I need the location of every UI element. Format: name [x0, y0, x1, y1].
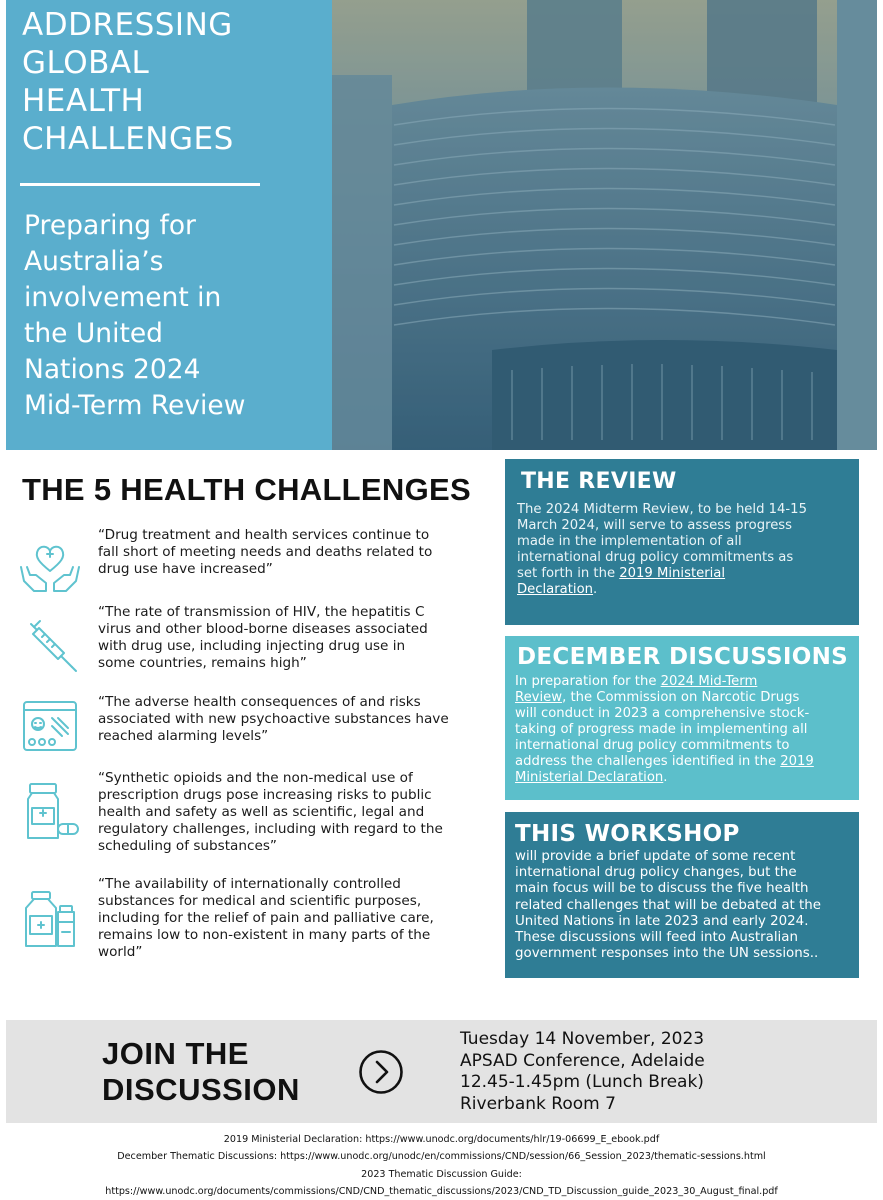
title-line: GLOBAL	[22, 45, 150, 81]
subtitle-line: involvement in	[24, 282, 222, 313]
review-heading: THE REVIEW	[521, 469, 677, 494]
december-text	[515, 674, 849, 786]
pill-bottle-icon	[18, 782, 82, 842]
subtitle-line: Nations 2024	[24, 354, 201, 385]
workshop-line: main focus will be to discuss the five health	[515, 881, 809, 897]
challenge-item	[18, 694, 498, 754]
december-line: , the Commission on Narcotic Drugs	[562, 690, 800, 705]
workshop-line: will provide a brief update of some recent	[515, 849, 796, 864]
workshop-line: related challenges that will be debated at the	[515, 897, 822, 913]
event-room: Riverbank Room 7	[460, 1093, 616, 1114]
join-title	[102, 1036, 300, 1108]
review-line: made in the implementation of all	[517, 534, 742, 549]
workshop-heading: THIS WORKSHOP	[515, 821, 740, 847]
reference-guide-url[interactable]: https://www.unodc.org/documents/commissions/CND/CND_thematic_discussions/2023/CND_TD_Discussion_guide_2023_30_August_final.pdf	[105, 1185, 778, 1197]
main-title	[22, 6, 322, 158]
building-photo	[332, 0, 877, 450]
quote-line: health and safety as well as scientific, legal and	[98, 804, 425, 820]
challenge-item	[18, 527, 498, 597]
event-time: 12.45-1.45pm (Lunch Break)	[460, 1072, 704, 1092]
references-footer	[0, 1131, 883, 1200]
challenges-heading: THE 5 HEALTH CHALLENGES	[22, 472, 471, 507]
quote-line: associated with new psychoactive substances have	[98, 711, 449, 727]
workshop-line: government responses into the UN sessions..	[515, 946, 819, 962]
subtitle	[24, 208, 324, 424]
ministerial-declaration-link[interactable]: 2019	[780, 754, 814, 769]
review-line: international drug policy commitments as	[517, 550, 794, 565]
review-box	[505, 459, 859, 625]
quote-line: fall short of meeting needs and deaths related to	[98, 544, 433, 560]
quote-line: “Drug treatment and health services continue to	[98, 527, 430, 543]
event-date: Tuesday 14 November, 2023	[460, 1029, 705, 1049]
header-banner	[0, 0, 883, 450]
syringe-icon	[18, 618, 82, 678]
challenge-item	[18, 604, 498, 676]
subtitle-line: Mid-Term Review	[24, 390, 246, 421]
quote-line: regulatory challenges, including with regard to the	[98, 821, 443, 837]
workshop-box	[505, 812, 859, 978]
december-line: taking of progress made in implementing all	[515, 722, 808, 737]
challenge-quote	[98, 604, 498, 672]
quote-line: including for the relief of pain and palliative care,	[98, 910, 434, 926]
chevron-right-icon[interactable]	[358, 1049, 404, 1095]
ministerial-declaration-link[interactable]: Ministerial Declaration	[515, 770, 664, 785]
reference-thematic-discussions[interactable]: December Thematic Discussions: https://www.unodc.org/unodc/en/commissions/CND/session/66_Session_2023/thematic-sessions.html	[117, 1151, 766, 1163]
december-line: address the challenges identified in the	[515, 754, 781, 769]
building-illustration	[332, 0, 877, 450]
quote-line: world”	[98, 944, 143, 960]
challenge-quote	[98, 694, 498, 745]
review-line: .	[593, 582, 598, 597]
quote-line: “Synthetic opioids and the non-medical use of	[98, 770, 413, 786]
workshop-line: international drug policy changes, but the	[515, 865, 797, 881]
december-line: In preparation for the	[515, 674, 661, 689]
challenge-item	[18, 876, 498, 966]
december-heading: DECEMBER DISCUSSIONS	[517, 644, 849, 670]
event-details	[460, 1029, 705, 1115]
review-text	[517, 502, 849, 598]
challenge-item	[18, 770, 498, 856]
mid-term-review-link[interactable]: Review	[515, 690, 563, 705]
december-line: international drug policy commitments to	[515, 738, 790, 753]
workshop-text	[515, 849, 849, 962]
december-line: will conduct in 2023 a comprehensive stock-	[515, 706, 810, 721]
join-discussion-bar	[6, 1020, 877, 1123]
mid-term-review-link[interactable]: 2024 Mid-Term	[660, 674, 758, 689]
event-venue: APSAD Conference, Adelaide	[460, 1050, 705, 1071]
review-line: The 2024 Midterm Review, to be held 14-15	[517, 502, 807, 517]
challenge-quote	[98, 527, 498, 578]
december-line: .	[663, 770, 668, 785]
reference-guide-label: 2023 Thematic Discussion Guide:	[361, 1168, 522, 1180]
quote-line: reached alarming levels”	[98, 728, 269, 744]
quote-line: drug use have increased”	[98, 561, 273, 577]
quote-line: virus and other blood-borne diseases associated	[98, 621, 428, 637]
subtitle-line: Preparing for	[24, 210, 196, 241]
subtitle-line: Australia’s	[24, 246, 164, 277]
december-discussions-box	[505, 636, 859, 800]
join-title-line: DISCUSSION	[102, 1072, 300, 1107]
title-line: CHALLENGES	[22, 121, 234, 157]
quote-line: scheduling of substances”	[98, 838, 277, 854]
heart-hands-icon	[18, 537, 82, 597]
quote-line: some countries, remains high”	[98, 655, 307, 671]
workshop-line: United Nations in late 2023 and early 2024.	[515, 913, 809, 929]
pill-packet-icon	[18, 696, 82, 756]
quote-line: with drug use, including injecting drug use in	[98, 638, 406, 654]
review-line: March 2024, will serve to assess progress	[517, 518, 793, 533]
quote-line: remains low to non-existent in many parts of the	[98, 927, 431, 943]
page-margin	[877, 0, 883, 450]
medicine-bottles-icon	[18, 890, 82, 950]
reference-declaration[interactable]: 2019 Ministerial Declaration: https://www.unodc.org/documents/hlr/19-06699_E_ebook.pdf	[223, 1134, 660, 1145]
quote-line: “The adverse health consequences of and risks	[98, 694, 421, 710]
quote-line: “The rate of transmission of HIV, the hepatitis C	[98, 604, 425, 620]
title-divider	[20, 183, 260, 186]
title-line: HEALTH	[22, 83, 145, 119]
ministerial-declaration-link[interactable]: Declaration	[517, 582, 594, 597]
quote-line: prescription drugs pose increasing risks to public	[98, 787, 432, 803]
quote-line: “The availability of internationally controlled	[98, 876, 401, 892]
challenge-quote	[98, 876, 498, 961]
workshop-line: These discussions will feed into Australian	[515, 930, 798, 946]
review-line: set forth in the	[517, 566, 620, 581]
challenge-quote	[98, 770, 498, 855]
quote-line: substances for medical and scientific purposes,	[98, 893, 422, 909]
join-title-line: JOIN THE	[102, 1036, 249, 1071]
title-line: ADDRESSING	[22, 7, 233, 43]
ministerial-declaration-link[interactable]: 2019 Ministerial	[619, 566, 726, 581]
subtitle-line: the United	[24, 318, 163, 349]
